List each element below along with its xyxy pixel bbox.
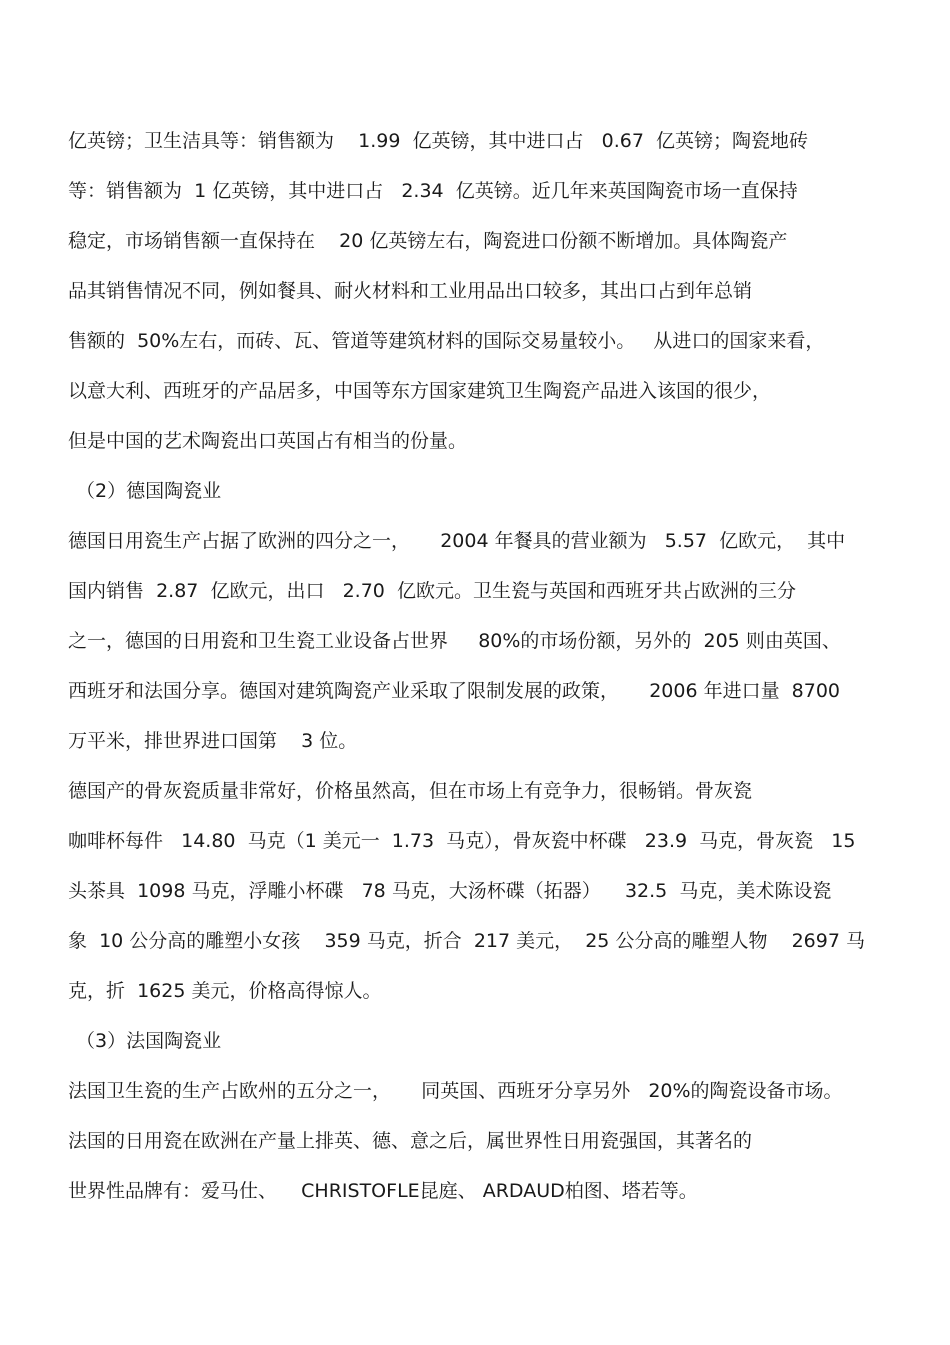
paragraph-line: 亿英镑；卫生洁具等：销售额为 1.99 亿英镑，其中进口占 0.67 亿英镑；陶瓷地砖 (68, 130, 809, 152)
paragraph-line: 等：销售额为 1 亿英镑，其中进口占 2.34 亿英镑。近几年来英国陶瓷市场一直保持 (68, 180, 798, 202)
paragraph-line: 品其销售情况不同，例如餐具、耐火材料和工业用品出口较多，其出口占到年总销 (68, 280, 753, 302)
paragraph-line: 售额的 50%左右，而砖、瓦、管道等建筑材料的国际交易量较小。 从进口的国家来看， (68, 330, 825, 352)
paragraph-line: 德国日用瓷生产占据了欧洲的四分之一， 2004 年餐具的营业额为 5.57 亿欧元， 其中 (68, 530, 846, 552)
paragraph-line: 西班牙和法国分享。德国对建筑陶瓷产业采取了限制发展的政策， 2006 年进口量 8700 (68, 680, 841, 702)
paragraph-line: 象 10 公分高的雕塑小女孩 359 马克，折合 217 美元， 25 公分高的雕塑人物 2697 马 (68, 930, 865, 952)
paragraph-line: 之一，德国的日用瓷和卫生瓷工业设备占世界 80%的市场份额，另外的 205 则由英国、 (68, 630, 841, 652)
paragraph-line: 法国卫生瓷的生产占欧州的五分之一， 同英国、西班牙分享另外 20%的陶瓷设备市场。 (68, 1080, 843, 1102)
paragraph-line: 头茶具 1098 马克，浮雕小杯碟 78 马克，大汤杯碟（拓器） 32.5 马克，美术陈设瓷 (68, 880, 832, 902)
paragraph-line: 法国的日用瓷在欧洲在产量上排英、德、意之后，属世界性日用瓷强国，其著名的 (68, 1130, 753, 1152)
section-heading-germany: （2）德国陶瓷业 (76, 480, 222, 502)
paragraph-line: 但是中国的艺术陶瓷出口英国占有相当的份量。 (68, 430, 468, 452)
paragraph-line: 德国产的骨灰瓷质量非常好，价格虽然高，但在市场上有竞争力，很畅销。骨灰瓷 (68, 780, 753, 802)
paragraph-line: 万平米，排世界进口国第 3 位。 (68, 730, 358, 752)
section-heading-france: （3）法国陶瓷业 (76, 1030, 222, 1052)
paragraph-line: 国内销售 2.87 亿欧元，出口 2.70 亿欧元。卫生瓷与英国和西班牙共占欧洲的三分 (68, 580, 796, 602)
paragraph-line: 克，折 1625 美元，价格高得惊人。 (68, 980, 382, 1002)
paragraph-line: 以意大利、西班牙的产品居多，中国等东方国家建筑卫生陶瓷产品进入该国的很少， (68, 380, 772, 402)
paragraph-line: 咖啡杯每件 14.80 马克（1 美元一 1.73 马克），骨灰瓷中杯碟 23.9 马克，骨灰瓷 15 (68, 830, 856, 852)
paragraph-line: 世界性品牌有：爱马仕、 CHRISTOFLE昆庭、 ARDAUD柏图、塔若等。 (68, 1180, 698, 1202)
paragraph-line: 稳定，市场销售额一直保持在 20 亿英镑左右，陶瓷进口份额不断增加。具体陶瓷产 (68, 230, 788, 252)
